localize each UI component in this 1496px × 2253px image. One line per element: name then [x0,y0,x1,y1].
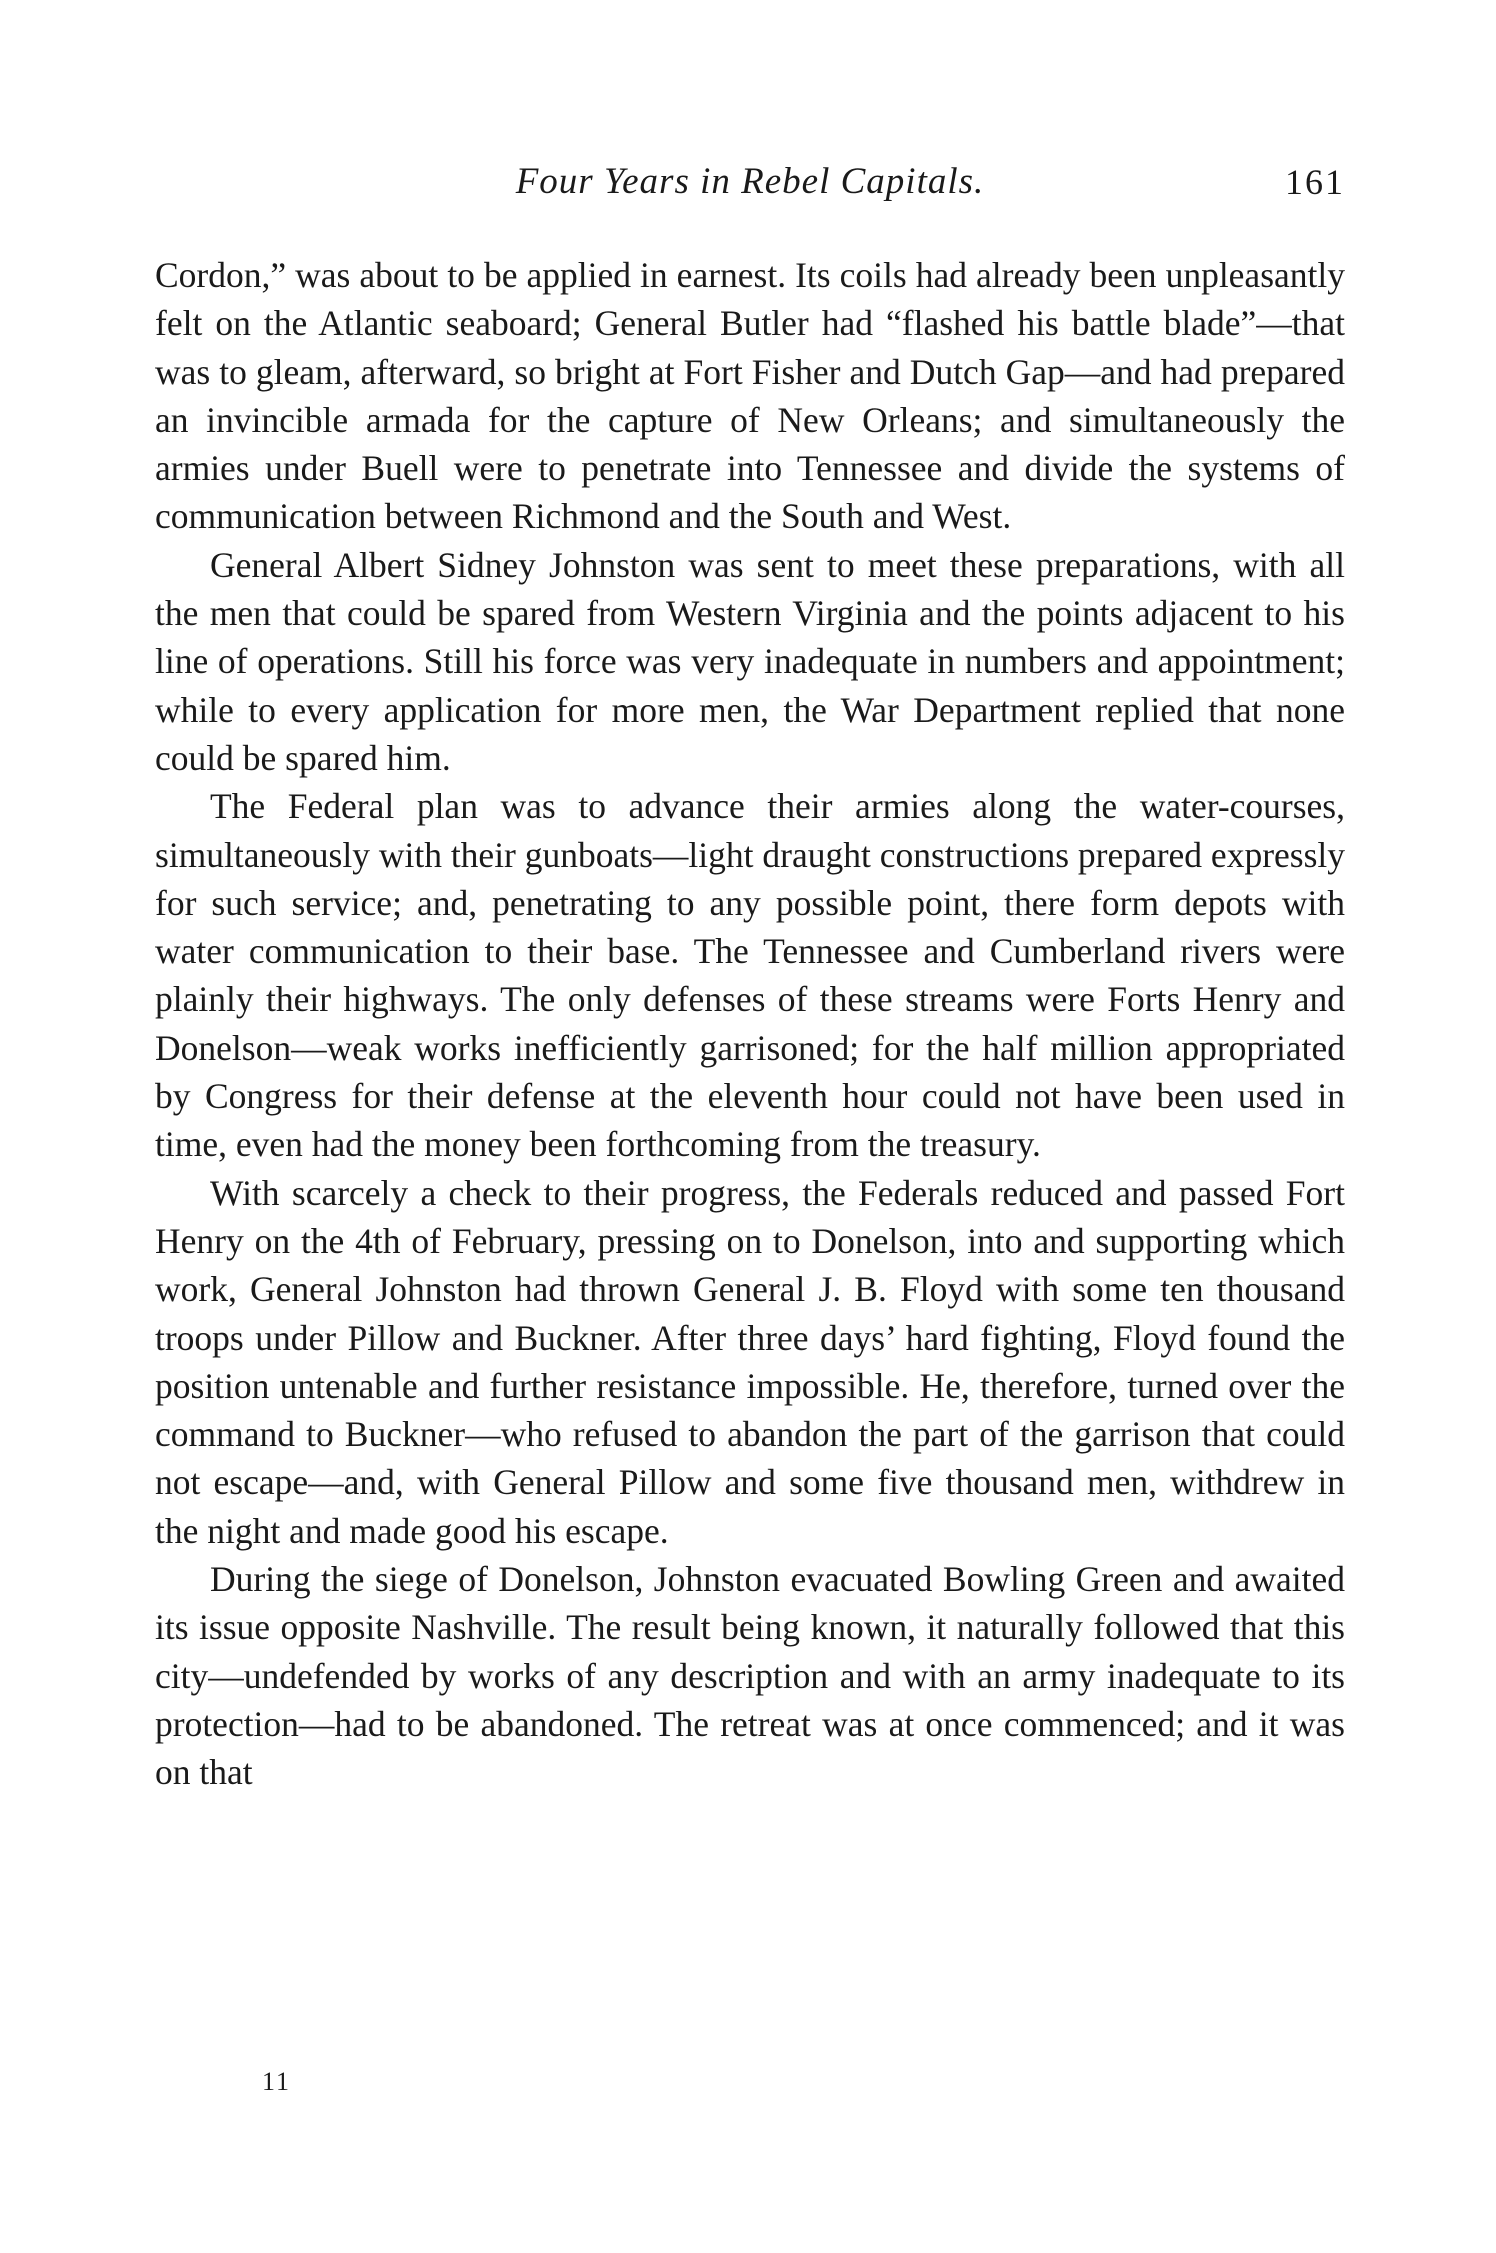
paragraph-4: With scarcely a check to their progress, the Federals reduced and passed Fort Henry on the 4th of February, pressing on to Donelson, into and supporting which work, General Johnston had thrown General J. B. Floyd with some ten thousand troops under Pillow and Buckner. After three days’ hard fighting, Floyd found the position untenable and further resistance impossible. He, therefore, turned over the command to Buckner—who refused to abandon the part of the garrison that could not escape—and, with General Pillow and some five thousand men, withdrew in the night and made good his escape. [155,1172,1345,1551]
paragraph-3: The Federal plan was to advance their armies along the water-courses, simultaneously with their gunboats—light draught constructions prepared expressly for such service; and, penetrating to any possible point, there form depots with water communication to their base. The Tennessee and Cumberland rivers were plainly their highways. The only defenses of these streams were Forts Henry and Donelson—weak works inefficiently garrisoned; for the half million appropriated by Congress for their defense at the eleventh hour could not have been used in time, even had the money been forthcoming from the treasury. [155,786,1346,1165]
signature-mark: 11 [262,2067,292,2096]
paragraph-1: Cordon,” was about to be applied in earnest. Its coils had already been unpleasantly felt on the Atlantic seaboard; General Butler had “flashed his battle blade”—that was to gleam, afterward, so bright at Fort Fisher and Dutch Gap—and had prepared an invincible armada for the capture of New Orleans; and simultaneously the armies under Buell were to penetrate into Tennessee and divide the systems of communication between Richmond and the South and West. [155,255,1345,537]
paragraph-2: General Albert Sidney Johnston was sent to meet these preparations, with all the men that could be spared from Western Virginia and the points adjacent to his line of operations. Still his force was very inadequate in numbers and appointment; while to every application for more men, the War Department replied that none could be spared him. [155,544,1345,778]
paragraph-5: During the siege of Donelson, Johnston evacuated Bowling Green and awaited its issue opposite Nashville. The result being known, it naturally followed that this city—undefended by works of any description and with an army inadequate to its protection—had to be abandoned. The retreat was at once commenced; and it was on that [155,1559,1345,1793]
running-title: Four Years in Rebel Capitals. [515,161,985,202]
body-text [155,251,1345,1797]
page-number: 161 [1285,162,1345,202]
running-head [155,152,1345,212]
